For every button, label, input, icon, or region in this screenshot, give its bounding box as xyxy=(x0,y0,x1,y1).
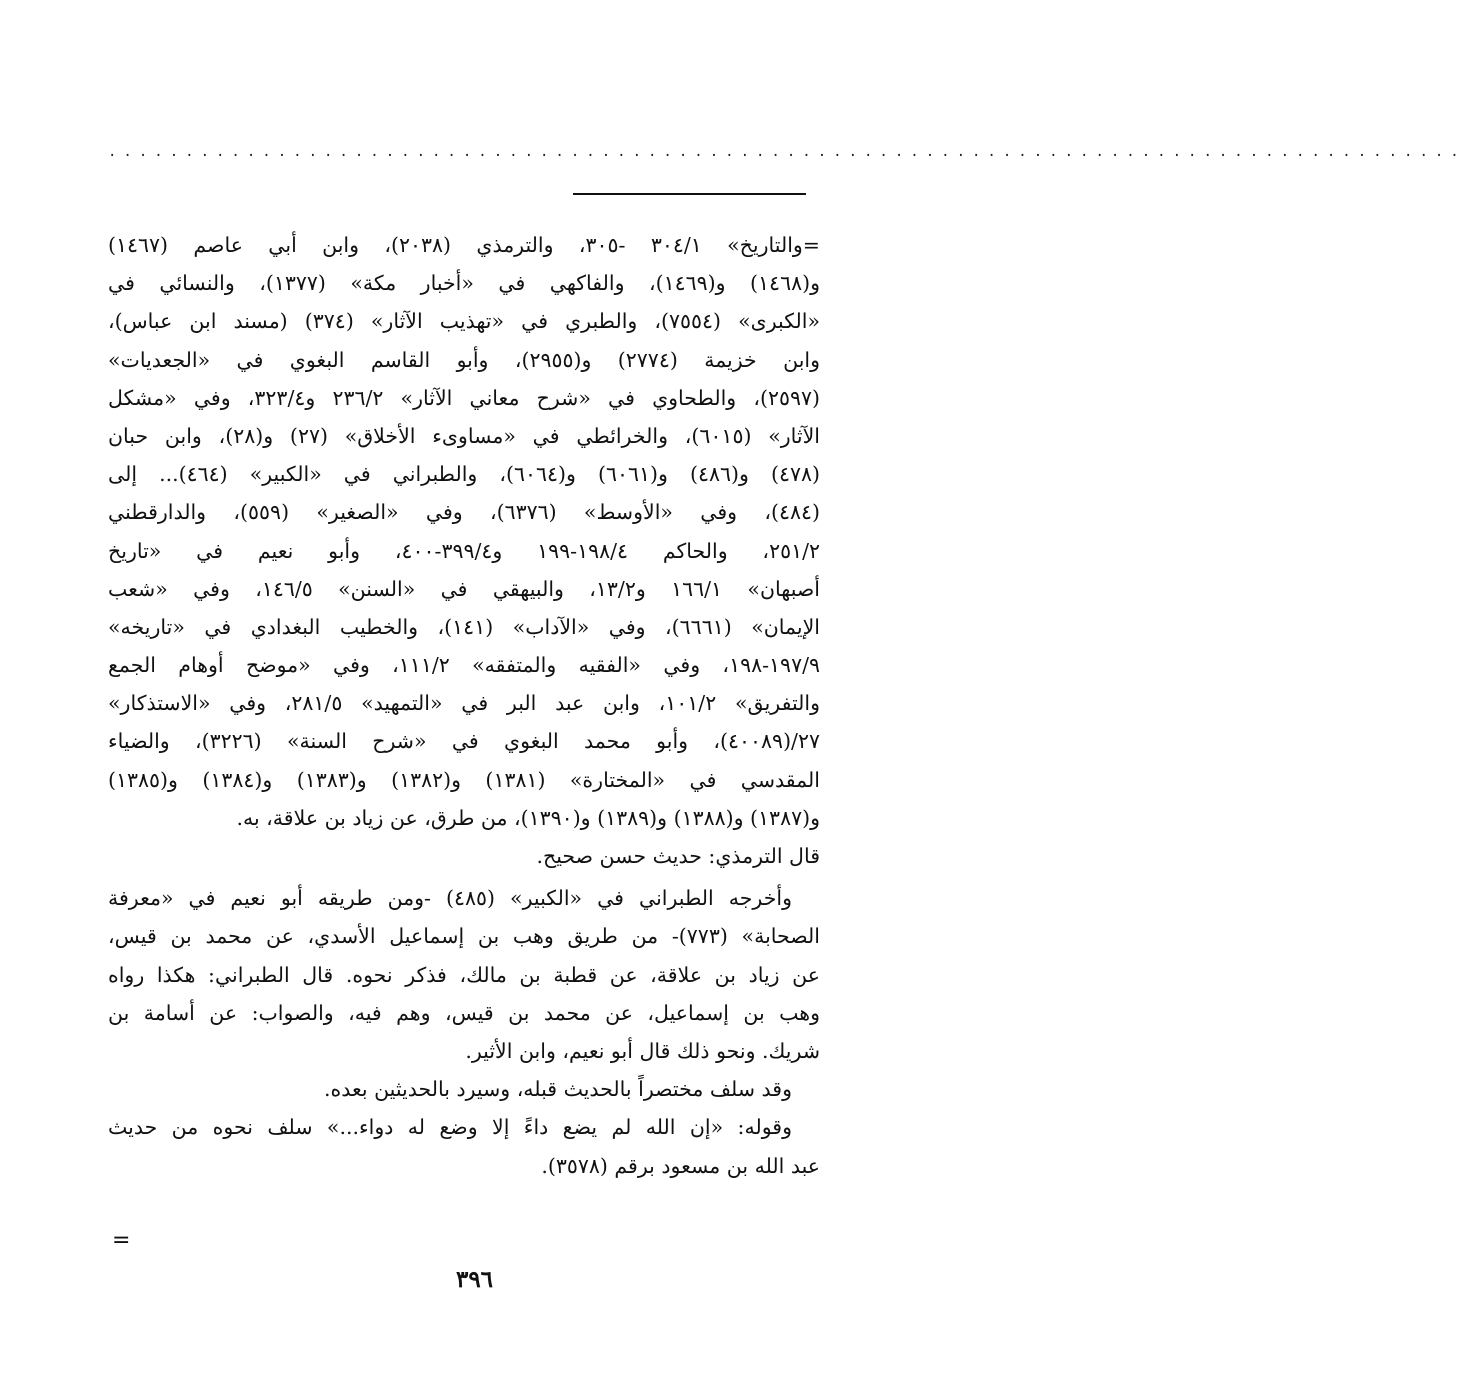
text-line: (٤٨٤)، وفي «الأوسط» (٦٣٧٦)، وفي «الصغير» (٥٥٩)، والدارقطني xyxy=(108,500,820,525)
text-line: «الكبرى» (٧٥٥٤)، والطبري في «تهذيب الآثار» (٣٧٤) (مسند ابن عباس)، xyxy=(108,309,820,334)
text-line: شريك. ونحو ذلك قال أبو نعيم، وابن الأثير. xyxy=(465,1038,820,1063)
text-line: (٤٧٨) و(٤٨٦) و(٦٠٦١) و(٦٠٦٤)، والطبراني في «الكبير» (٤٦٤)... إلى xyxy=(108,462,820,487)
page-number: ٣٩٦ xyxy=(455,1266,494,1293)
separator-dots: ........................................................................................ xyxy=(108,144,1466,160)
text-line: =والتاريخ» ٣٠٤/١ -٣٠٥، والترمذي (٢٠٣٨)، وابن أبي عاصم (١٤٦٧) xyxy=(108,233,820,257)
text-line: ١٩٧/٩-١٩٨، وفي «الفقيه والمتفقه» ١١١/٢، وفي «موضح أوهام الجمع xyxy=(108,653,820,678)
footnote-continuation xyxy=(108,226,820,875)
footnote-text xyxy=(108,226,820,1185)
text-line: المقدسي في «المختارة» (١٣٨١) و(١٣٨٢) و(١٣٨٣) و(١٣٨٤) و(١٣٨٥) xyxy=(108,767,820,792)
continuation-mark: = xyxy=(112,1228,131,1253)
footnote-paragraph-qawluhu xyxy=(108,1108,820,1184)
text-line: الصحابة» (٧٧٣)- من طريق وهب بن إسماعيل الأسدي، عن محمد بن قيس، xyxy=(108,924,820,949)
text-line: عن زياد بن علاقة، عن قطبة بن مالك، فذكر نحوه. قال الطبراني: هكذا رواه xyxy=(108,962,820,987)
text-line: أصبهان» ١٦٦/١ و١٣/٢، والبيهقي في «السنن» ١٤٦/٥، وفي «شعب xyxy=(108,576,820,601)
footnote-rule xyxy=(573,193,806,195)
text-line: وابن خزيمة (٢٧٧٤) و(٢٩٥٥)، وأبو القاسم البغوي في «الجعديات» xyxy=(108,347,821,372)
text-line: و(١٤٦٨) و(١٤٦٩)، والفاكهي في «أخبار مكة» (١٣٧٧)، والنسائي في xyxy=(108,271,820,296)
text-line: والتفريق» ١٠١/٢، وابن عبد البر في «التمهيد» ٢٨١/٥، وفي «الاستذكار» xyxy=(108,691,821,716)
text-line: الآثار» (٦٠١٥)، والخرائطي في «مساوىء الأخلاق» (٢٧) و(٢٨)، وابن حبان xyxy=(108,423,821,448)
footnote-paragraph-tabarani xyxy=(108,879,820,1070)
text-line: عبد الله بن مسعود برقم (٣٥٧٨). xyxy=(541,1153,820,1178)
text-line: وقوله: «إن الله لم يضع داءً إلا وضع له دواء...» سلف نحوه من حديث xyxy=(108,1115,792,1140)
text-line: و(١٣٨٧) و(١٣٨٨) و(١٣٨٩) و(١٣٩٠)، من طرق، عن زياد بن علاقة، به. xyxy=(236,805,820,830)
text-line: قال الترمذي: حديث حسن صحيح. xyxy=(536,844,820,868)
text-line: ٢٥١/٢، والحاكم ١٩٨/٤-١٩٩ و٣٩٩/٤-٤٠٠، وأبو نعيم في «تاريخ xyxy=(108,538,821,563)
text-line: ٢٧/(٤٠٠٨٩)، وأبو محمد البغوي في «شرح السنة» (٣٢٢٦)، والضياء xyxy=(108,729,820,754)
text-line: وأخرجه الطبراني في «الكبير» (٤٨٥) -ومن طريقه أبو نعيم في «معرفة xyxy=(108,886,792,911)
text-line: (٢٥٩٧)، والطحاوي في «شرح معاني الآثار» ٢٣٦/٢ و٣٢٣/٤، وفي «مشكل xyxy=(108,385,820,410)
text-line: الإيمان» (٦٦٦١)، وفي «الآداب» (١٤١)، والخطيب البغدادي في «تاريخه» xyxy=(108,614,820,639)
text-line: وهب بن إسماعيل، عن محمد بن قيس، وهم فيه، والصواب: عن أسامة بن xyxy=(108,1000,820,1025)
footnote-paragraph-cross-ref: وقد سلف مختصراً بالحديث قبله، وسيرد بالحديثين بعده. xyxy=(323,1077,792,1102)
